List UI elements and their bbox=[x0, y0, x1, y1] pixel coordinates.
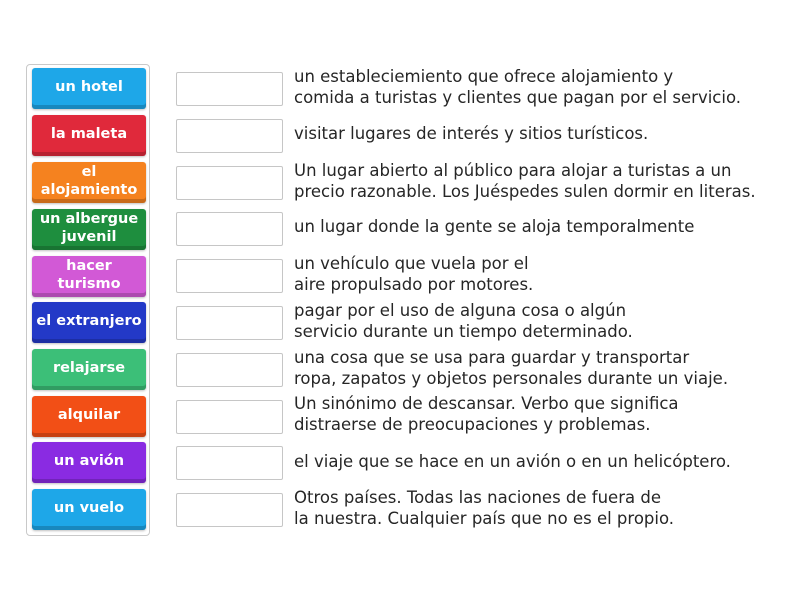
definition-9 bbox=[294, 451, 794, 472]
drop-slot-5[interactable] bbox=[176, 259, 283, 293]
definition-5 bbox=[294, 253, 794, 295]
definition-4 bbox=[294, 216, 794, 237]
drop-slot-6[interactable] bbox=[176, 306, 283, 340]
tile-alquilar[interactable]: alquilar bbox=[32, 396, 146, 437]
definition-1-line-1: un estableciemiento que ofrece alojamiento y bbox=[294, 67, 674, 86]
tile-un-albergue-juvenil[interactable]: un albergue juvenil bbox=[32, 209, 146, 250]
definition-3 bbox=[294, 160, 794, 202]
tile-un-vuelo[interactable]: un vuelo bbox=[32, 489, 146, 530]
definition-10-line-1: Otros países. Todas las naciones de fuera de bbox=[294, 488, 661, 507]
definition-8-line-1: Un sinónimo de descansar. Verbo que significa bbox=[294, 394, 679, 413]
drop-slot-3[interactable] bbox=[176, 166, 283, 200]
tile-el-alojamiento[interactable]: el alojamiento bbox=[32, 162, 146, 203]
definition-3-line-1: Un lugar abierto al público para alojar a turistas a un bbox=[294, 161, 732, 180]
definition-6-line-2: servicio durante un tiempo determinado. bbox=[294, 322, 633, 341]
definition-10-line-2: la nuestra. Cualquier país que no es el propio. bbox=[294, 509, 675, 528]
definition-7-line-2: ropa, zapatos y objetos personales durante un viaje. bbox=[294, 369, 729, 388]
tile-la-maleta[interactable]: la maleta bbox=[32, 115, 146, 156]
drop-slot-8[interactable] bbox=[176, 400, 283, 434]
definition-5-line-2: aire propulsado por motores. bbox=[294, 275, 534, 294]
definition-1 bbox=[294, 66, 794, 108]
drop-slot-1[interactable] bbox=[176, 72, 283, 106]
tile-un-avion[interactable]: un avión bbox=[32, 442, 146, 483]
definition-3-line-2: precio razonable. Los Juéspedes sulen dormir en literas. bbox=[294, 182, 756, 201]
definition-5-line-1: un vehículo que vuela por el bbox=[294, 254, 529, 273]
definition-6-line-1: pagar por el uso de alguna cosa o algún bbox=[294, 301, 627, 320]
tile-hacer-turismo[interactable]: hacer turismo bbox=[32, 256, 146, 297]
definition-6 bbox=[294, 300, 794, 342]
tile-relajarse[interactable]: relajarse bbox=[32, 349, 146, 390]
definition-10 bbox=[294, 487, 794, 529]
drop-slot-2[interactable] bbox=[176, 119, 283, 153]
drop-slot-4[interactable] bbox=[176, 212, 283, 246]
tile-un-hotel[interactable]: un hotel bbox=[32, 68, 146, 109]
drop-slot-10[interactable] bbox=[176, 493, 283, 527]
definition-7 bbox=[294, 347, 794, 389]
definition-9-line-1: el viaje que se hace en un avión o en un helicóptero. bbox=[294, 452, 731, 471]
drop-slot-7[interactable] bbox=[176, 353, 283, 387]
drop-slot-9[interactable] bbox=[176, 446, 283, 480]
tile-el-extranjero[interactable]: el extranjero bbox=[32, 302, 146, 343]
definition-8-line-2: distraerse de preocupaciones y problemas. bbox=[294, 415, 651, 434]
definition-8 bbox=[294, 393, 794, 435]
definition-1-line-2: comida a turistas y clientes que pagan por el servicio. bbox=[294, 88, 742, 107]
definition-7-line-1: una cosa que se usa para guardar y transportar bbox=[294, 348, 690, 367]
definition-2-line-1: visitar lugares de interés y sitios turísticos. bbox=[294, 124, 649, 143]
definition-2 bbox=[294, 123, 794, 144]
definition-4-line-1: un lugar donde la gente se aloja temporalmente bbox=[294, 217, 695, 236]
